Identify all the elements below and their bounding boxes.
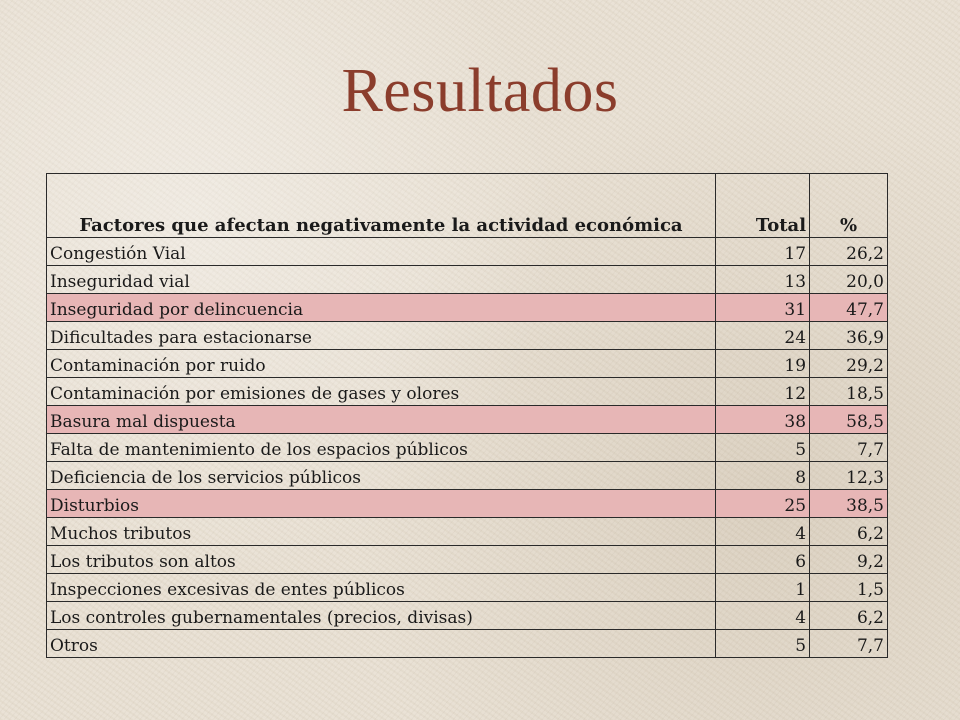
cell-percent: 1,5 — [810, 574, 888, 602]
cell-percent: 20,0 — [810, 266, 888, 294]
cell-factor: Dificultades para estacionarse — [47, 322, 716, 350]
table-row — [47, 490, 888, 518]
cell-percent: 18,5 — [810, 378, 888, 406]
table-row — [47, 574, 888, 602]
cell-total: 4 — [715, 602, 809, 630]
cell-factor: Contaminación por emisiones de gases y olores — [47, 378, 716, 406]
cell-factor: Disturbios — [47, 490, 716, 518]
table-row — [47, 294, 888, 322]
cell-factor: Otros — [47, 630, 716, 658]
cell-factor: Inseguridad vial — [47, 266, 716, 294]
table-row — [47, 518, 888, 546]
cell-total: 17 — [715, 238, 809, 266]
cell-percent: 6,2 — [810, 518, 888, 546]
cell-percent: 47,7 — [810, 294, 888, 322]
table-row — [47, 602, 888, 630]
cell-factor: Falta de mantenimiento de los espacios públicos — [47, 434, 716, 462]
cell-total: 5 — [715, 434, 809, 462]
table-row — [47, 322, 888, 350]
cell-percent: 36,9 — [810, 322, 888, 350]
cell-percent: 6,2 — [810, 602, 888, 630]
cell-total: 13 — [715, 266, 809, 294]
cell-total: 19 — [715, 350, 809, 378]
table-body — [47, 238, 888, 658]
cell-factor: Inseguridad por delincuencia — [47, 294, 716, 322]
table-header — [47, 174, 888, 238]
cell-factor: Los controles gubernamentales (precios, divisas) — [47, 602, 716, 630]
cell-factor: Basura mal dispuesta — [47, 406, 716, 434]
table-row — [47, 406, 888, 434]
cell-factor: Deficiencia de los servicios públicos — [47, 462, 716, 490]
cell-total: 4 — [715, 518, 809, 546]
cell-total: 5 — [715, 630, 809, 658]
cell-total: 8 — [715, 462, 809, 490]
table-row — [47, 378, 888, 406]
cell-total: 38 — [715, 406, 809, 434]
cell-total: 25 — [715, 490, 809, 518]
table-row — [47, 434, 888, 462]
cell-percent: 26,2 — [810, 238, 888, 266]
table-row — [47, 462, 888, 490]
cell-factor: Muchos tributos — [47, 518, 716, 546]
cell-percent: 7,7 — [810, 434, 888, 462]
cell-percent: 12,3 — [810, 462, 888, 490]
cell-percent: 9,2 — [810, 546, 888, 574]
table-row — [47, 238, 888, 266]
cell-factor: Inspecciones excesivas de entes públicos — [47, 574, 716, 602]
cell-factor: Contaminación por ruido — [47, 350, 716, 378]
header-row — [47, 174, 888, 238]
table-row — [47, 630, 888, 658]
header-total: Total — [715, 174, 809, 238]
cell-percent: 58,5 — [810, 406, 888, 434]
header-factor: Factores que afectan negativamente la actividad económica — [47, 174, 716, 238]
cell-total: 24 — [715, 322, 809, 350]
page-title: Resultados — [341, 57, 619, 125]
cell-factor: Los tributos son altos — [47, 546, 716, 574]
cell-percent: 7,7 — [810, 630, 888, 658]
table-row — [47, 350, 888, 378]
cell-total: 31 — [715, 294, 809, 322]
table-row — [47, 546, 888, 574]
cell-percent: 38,5 — [810, 490, 888, 518]
cell-factor: Congestión Vial — [47, 238, 716, 266]
results-table — [46, 173, 888, 658]
header-percent: % — [810, 174, 888, 238]
table-row — [47, 266, 888, 294]
cell-total: 1 — [715, 574, 809, 602]
cell-total: 6 — [715, 546, 809, 574]
cell-percent: 29,2 — [810, 350, 888, 378]
cell-total: 12 — [715, 378, 809, 406]
